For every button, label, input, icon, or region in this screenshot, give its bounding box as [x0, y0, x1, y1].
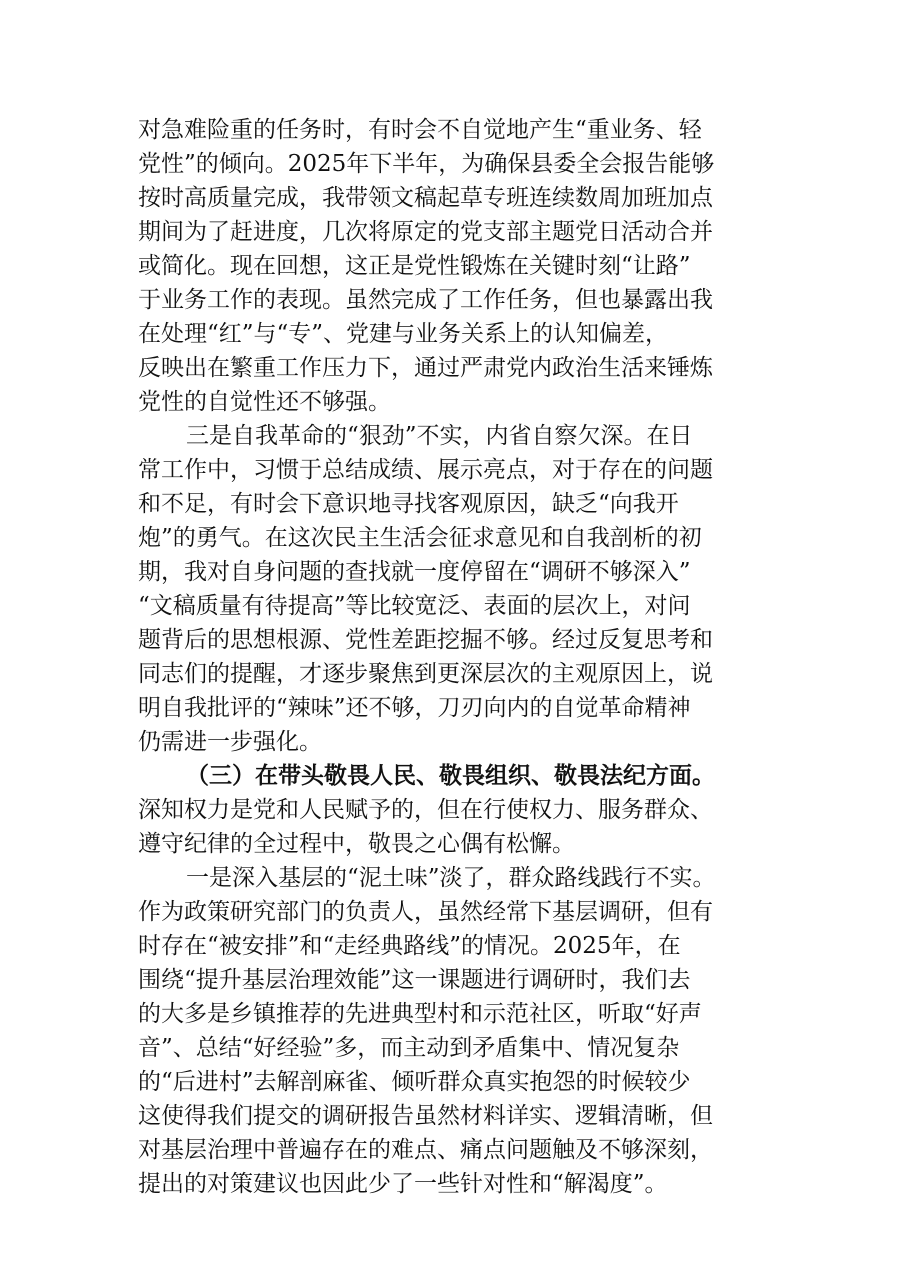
text-line: 仍需进一步强化。 — [138, 729, 322, 755]
text-line: 对急难险重的任务时，有时会不自觉地产生“重业务、轻 — [138, 117, 702, 143]
text-line: 对基层治理中普遍存在的难点、痛点问题触及不够深刻， — [138, 1137, 713, 1163]
text-line: 期，我对自身问题的查找就一度停留在“调研不够深入” — [138, 559, 691, 585]
text-line: 深知权力是党和人民赋予的，但在行使权力、服务群众、 — [138, 797, 713, 823]
text-line: 在处理“红”与“专”、党建与业务关系上的认知偏差， — [138, 321, 669, 347]
text-line: 常工作中，习惯于总结成绩、展示亮点，对于存在的问题 — [138, 457, 713, 483]
section-heading: （三）在带头敬畏人民、敬畏组织、敬畏法纪方面。 — [186, 762, 715, 789]
text-line: 遵守纪律的全过程中，敬畏之心偶有松懈。 — [138, 831, 575, 857]
text-line: 这使得我们提交的调研报告虽然材料详实、逻辑清晰，但 — [138, 1103, 713, 1129]
text-line: 炮”的勇气。在这次民主生活会征求意见和自我剖析的初 — [138, 525, 702, 551]
text-line: 提出的对策建议也因此少了一些针对性和“解渴度”。 — [138, 1171, 668, 1197]
text-line: 反映出在繁重工作压力下，通过严肃党内政治生活来锤炼 — [138, 355, 713, 381]
text-line: 作为政策研究部门的负责人，虽然经常下基层调研，但有 — [138, 899, 713, 925]
text-line: 于业务工作的表现。虽然完成了工作任务，但也暴露出我 — [138, 287, 713, 313]
text-line: “文稿质量有待提高”等比较宽泛、表面的层次上，对问 — [138, 593, 691, 619]
text-line: 党性”的倾向。2025年下半年，为确保县委全会报告能够 — [138, 151, 715, 177]
text-line: 的大多是乡镇推荐的先进典型村和示范社区，听取“好声 — [138, 1001, 702, 1027]
text-line: 的“后进村”去解剖麻雀、倾听群众真实抱怨的时候较少 — [138, 1069, 691, 1095]
paragraph-first-line: 三是自我革命的“狠劲”不实，内省自察欠深。在日 — [186, 423, 693, 449]
text-line: 党性的自觉性还不够强。 — [138, 389, 391, 415]
text-line: 和不足，有时会下意识地寻找客观原因，缺乏“向我开 — [138, 491, 679, 517]
paragraph-first-line: 一是深入基层的“泥土味”淡了，群众路线践行不实。 — [186, 865, 716, 891]
text-line: 按时高质量完成，我带领文稿起草专班连续数周加班加点 — [138, 185, 713, 211]
text-line: 围绕“提升基层治理效能”这一课题进行调研时，我们去 — [138, 967, 691, 993]
text-line: 期间为了赶进度，几次将原定的党支部主题党日活动合并 — [138, 219, 713, 245]
text-line: 同志们的提醒，才逐步聚焦到更深层次的主观原因上，说 — [138, 661, 713, 687]
text-line: 时存在“被安排”和“走经典路线”的情况。2025年，在 — [138, 933, 681, 959]
text-line: 明自我批评的“辣味”还不够，刀刃向内的自觉革命精神 — [138, 695, 691, 721]
text-line: 音”、总结“好经验”多，而主动到矛盾集中、情况复杂 — [138, 1035, 680, 1061]
text-line: 题背后的思想根源、党性差距挖掘不够。经过反复思考和 — [138, 627, 713, 653]
text-line: 或简化。现在回想，这正是党性锻炼在关键时刻“让路” — [138, 253, 691, 279]
